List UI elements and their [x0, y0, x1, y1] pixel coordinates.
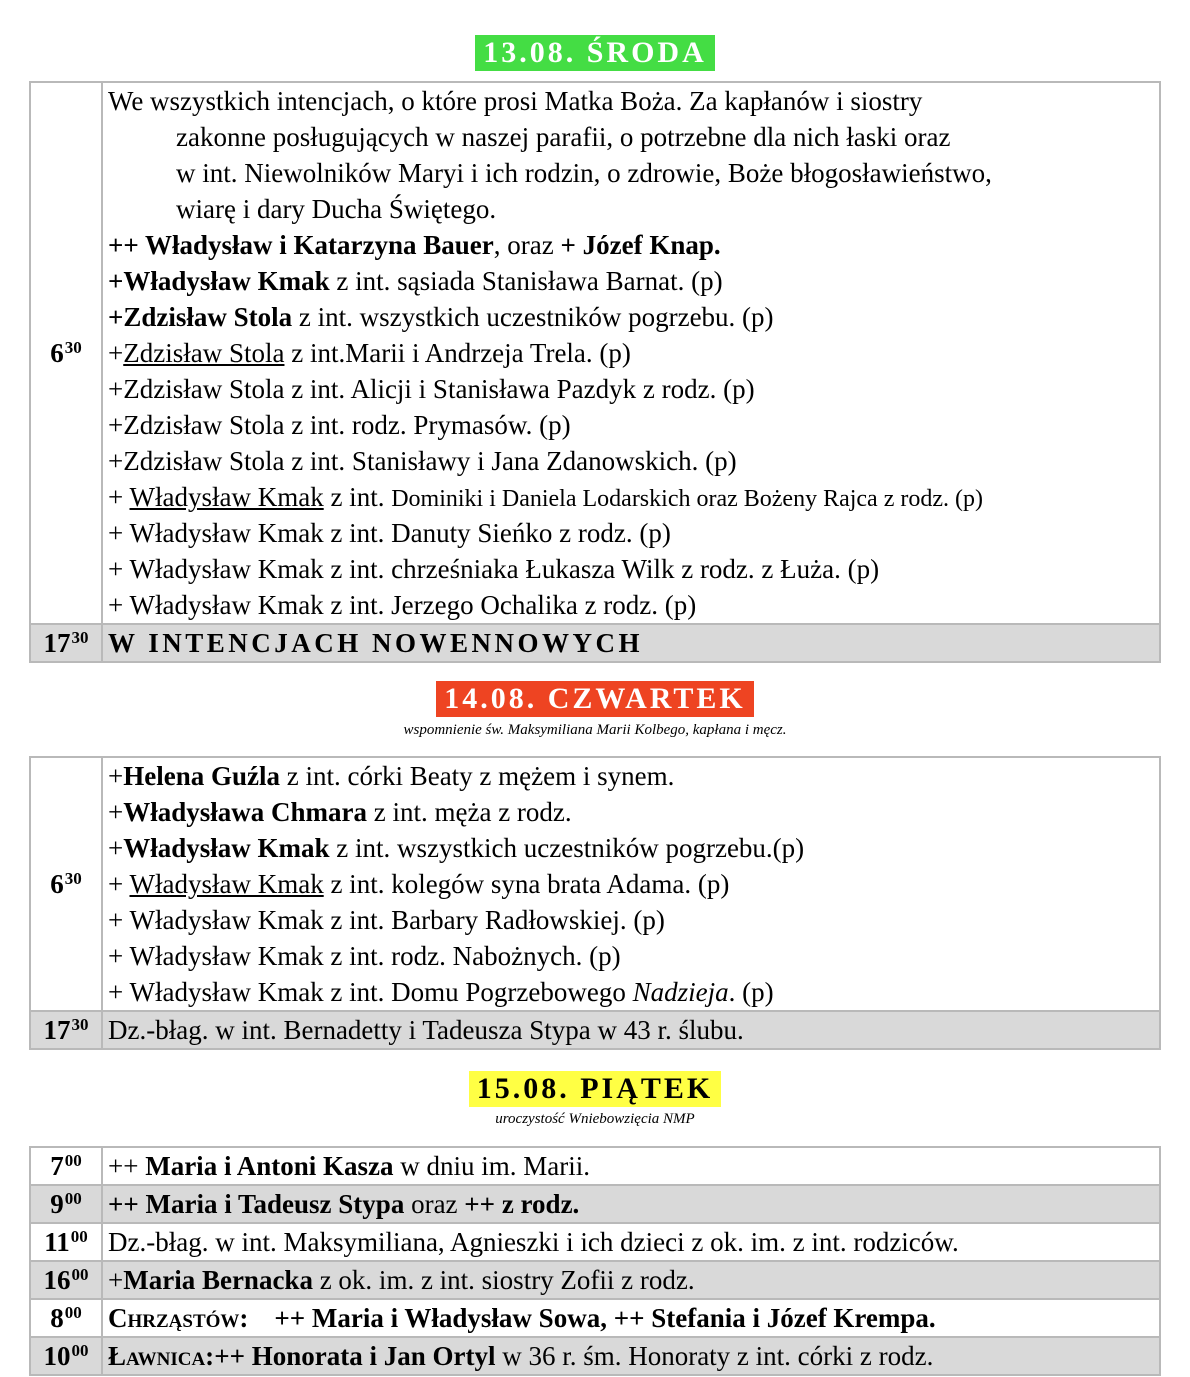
list-item: +Zdzisław Stola z int. Stanisławy i Jana Zdanowskich. (p) [108, 446, 737, 476]
table-row [30, 1147, 1160, 1185]
day-subtitle: wspomnienie św. Maksymiliana Marii Kolbego, kapłana i męcz. [403, 722, 787, 738]
mass-time: $17^{30}$ [30, 1011, 102, 1049]
mass-time: $11^{00}$ [30, 1223, 102, 1261]
list-item: ++ Władysław i Katarzyna Bauer, oraz + Józef Knap. [108, 230, 721, 260]
schedule-table-sroda [29, 81, 1161, 663]
table-row [30, 1011, 1160, 1049]
intention-text: ++ Maria i Antoni Kasza w dniu im. Marii. [102, 1147, 1160, 1185]
table-row [30, 1185, 1160, 1223]
location-label: Ławnica: [108, 1341, 215, 1371]
schedule-table-piatek [29, 1146, 1161, 1376]
list-item: + Władysław Kmak z int. rodz. Nabożnych. (p) [108, 941, 621, 971]
list-item: + Władysław Kmak z int. Barbary Radłowskiej. (p) [108, 905, 665, 935]
list-item: +Zdzisław Stola z int.Marii i Andrzeja Trela. (p) [108, 338, 631, 368]
mass-time: $6^{30}$ [30, 757, 102, 1011]
day-title-czwartek: 14.08. CZWARTEK [436, 681, 753, 717]
table-row [30, 1337, 1160, 1375]
intention-text: ++ Maria i Tadeusz Stypa oraz ++ z rodz. [102, 1185, 1160, 1223]
mass-time: $9^{00}$ [30, 1185, 102, 1223]
table-row [30, 757, 1160, 1011]
mass-time: $16^{00}$ [30, 1261, 102, 1299]
list-item: +Władysław Kmak z int. sąsiada Stanisława Barnat. (p) [108, 266, 723, 296]
intention-text: Dz.-błag. w int. Bernadetty i Tadeusza Stypa w 43 r. ślubu. [102, 1011, 1160, 1049]
intention-text: Chrząstów: ++ Maria i Władysław Sowa, ++ Stefania i Józef Krempa. [102, 1299, 1160, 1337]
list-item: + Władysław Kmak z int. kolegów syna brata Adama. (p) [108, 869, 730, 899]
schedule-table-czwartek [29, 756, 1161, 1050]
intention-text: W INTENCJACH NOWENNOWYCH [102, 624, 1160, 662]
table-row [30, 1299, 1160, 1337]
list-item: wiarę i dary Ducha Świętego. [176, 194, 497, 224]
intention-text: +Maria Bernacka z ok. im. z int. siostry Zofii z rodz. [102, 1261, 1160, 1299]
day-subtitle: uroczystość Wniebowzięcia NMP [495, 1111, 695, 1127]
list-item: + Władysław Kmak z int. Dominiki i Daniela Lodarskich oraz Bożeny Rajca z rodz. (p) [108, 482, 983, 512]
list-item: +Zdzisław Stola z int. Alicji i Stanisława Pazdyk z rodz. (p) [108, 374, 755, 404]
table-row [30, 624, 1160, 662]
list-item: zakonne posługujących w naszej parafii, o potrzebne dla nich łaski oraz [176, 122, 951, 152]
day-header-1 [0, 35, 1190, 71]
table-row [30, 1223, 1160, 1261]
list-item: + Władysław Kmak z int. Domu Pogrzebowego Nadzieja. (p) [108, 977, 774, 1007]
list-item: +Władysław Kmak z int. wszystkich uczestników pogrzebu.(p) [108, 833, 805, 863]
mass-time: $17^{30}$ [30, 624, 102, 662]
list-item: + Władysław Kmak z int. chrześniaka Łukasza Wilk z rodz. z Łuża. (p) [108, 554, 880, 584]
list-item: +Władysława Chmara z int. męża z rodz. [108, 797, 572, 827]
intention-text: Dz.-błag. w int. Maksymiliana, Agnieszki i ich dzieci z ok. im. z int. rodziców. [102, 1223, 1160, 1261]
location-label: Chrząstów: [108, 1303, 249, 1333]
list-item: +Helena Guźla z int. córki Beaty z mężem i synem. [108, 761, 675, 791]
day-title-sroda: 13.08. ŚRODA [475, 35, 715, 71]
table-row [30, 1261, 1160, 1299]
table-row [30, 82, 1160, 624]
intention-text: Ławnica:++ Honorata i Jan Ortyl w 36 r. śm. Honoraty z int. córki z rodz. [102, 1337, 1160, 1375]
intentions-list [102, 757, 1160, 1011]
mass-time: $6^{30}$ [30, 82, 102, 624]
day-header-3 [0, 1071, 1190, 1107]
list-item: +Zdzisław Stola z int. wszystkich uczestników pogrzebu. (p) [108, 302, 774, 332]
day-header-2 [0, 681, 1190, 717]
day-title-piatek: 15.08. PIĄTEK [469, 1071, 722, 1107]
list-item: + Władysław Kmak z int. Danuty Sieńko z rodz. (p) [108, 518, 671, 548]
list-item: + Władysław Kmak z int. Jerzego Ochalika z rodz. (p) [108, 590, 697, 620]
list-item: w int. Niewolników Maryi i ich rodzin, o zdrowie, Boże błogosławieństwo, [176, 158, 992, 188]
intentions-list [102, 82, 1160, 624]
mass-time: $10^{00}$ [30, 1337, 102, 1375]
mass-time: $7^{00}$ [30, 1147, 102, 1185]
list-item: +Zdzisław Stola z int. rodz. Prymasów. (p) [108, 410, 571, 440]
mass-time: $8^{00}$ [30, 1299, 102, 1337]
list-item: We wszystkich intencjach, o które prosi Matka Boża. Za kapłanów i siostry [108, 86, 923, 116]
